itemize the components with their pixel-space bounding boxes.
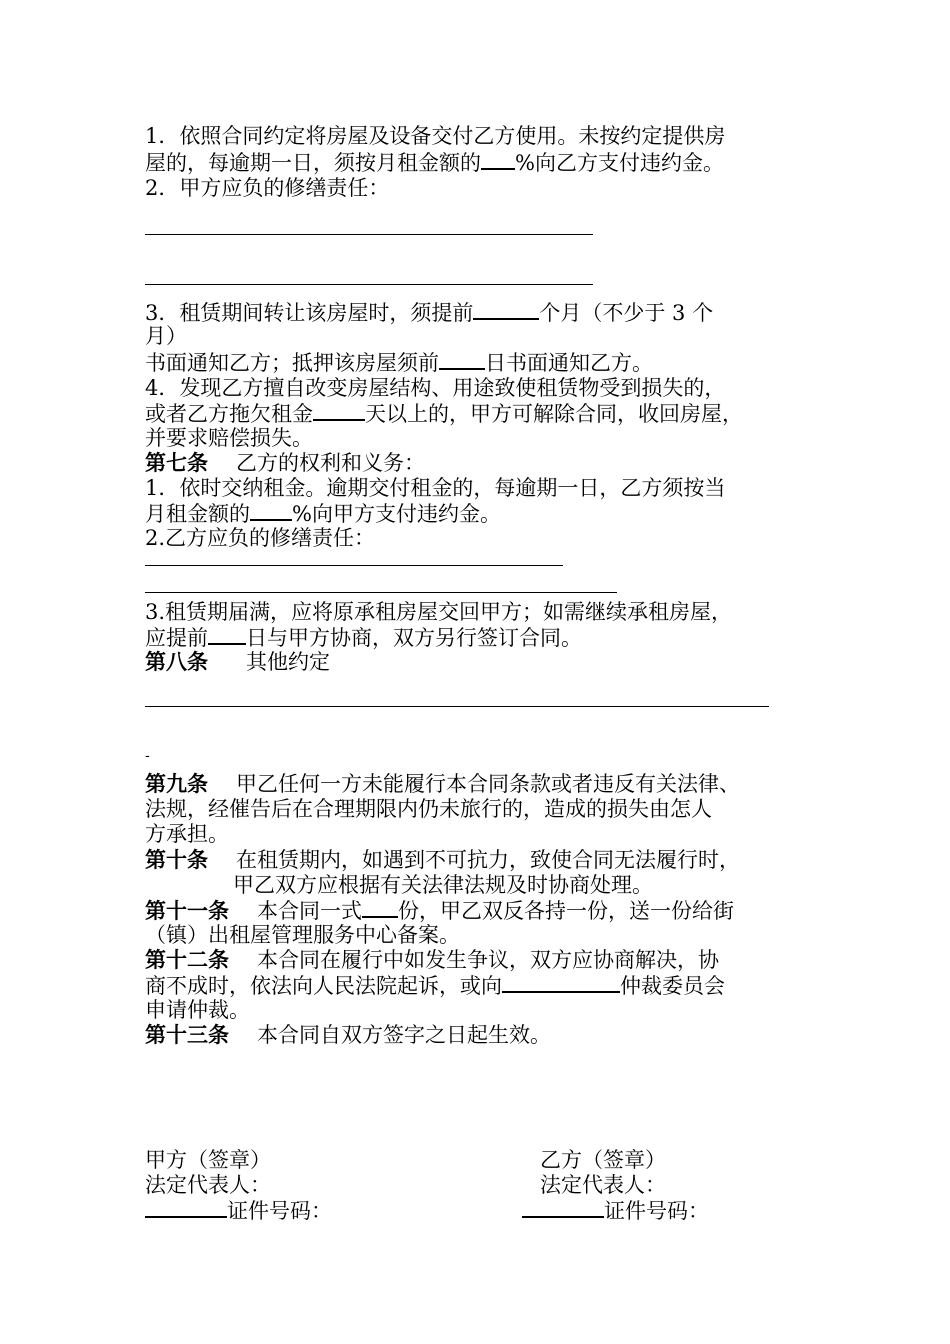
text-segment: %向甲方支付违约金。	[292, 502, 501, 526]
article-text: 乙方的权利和义务：	[236, 451, 425, 475]
text-segment: 或者乙方拖欠租金	[145, 402, 313, 426]
article-8	[145, 650, 330, 674]
fill-in-rule	[145, 234, 593, 235]
party-a-seal: 甲方（签章）	[145, 1148, 271, 1172]
text-segment: 应提前	[145, 626, 208, 650]
text-segment: 屋的，每逾期一日，须按月租金额的	[145, 151, 481, 175]
blank-percent	[250, 501, 292, 521]
article-10	[145, 848, 740, 872]
text-line: 2.乙方应负的修缮责任：	[145, 526, 376, 550]
text-segment: 本合同一式	[257, 899, 362, 923]
blank-signature	[522, 1198, 604, 1218]
blank-days	[313, 401, 365, 421]
article-heading: 第十一条	[145, 898, 229, 923]
article-text: 在租赁期内，如遇到不可抗力，致使合同无法履行时，	[236, 848, 740, 872]
text-line: 法规，经催告后在合理期限内仍未旅行的，造成的损失由怎人	[145, 797, 712, 821]
text-line: 4．发现乙方擅自改变房屋结构、用途致使租赁物受到损失的，	[145, 376, 726, 400]
id-label: 证件号码：	[227, 1199, 332, 1223]
article-heading: 第十二条	[145, 947, 229, 972]
article-text: 本合同在履行中如发生争议，双方应协商解决，协	[257, 948, 719, 972]
text-line	[145, 501, 501, 526]
article-13	[145, 1023, 551, 1047]
text-segment: 3．租赁期间转让该房屋时，须提前	[145, 301, 474, 325]
text-line	[145, 350, 653, 375]
text-line: 月）	[145, 324, 187, 348]
article-11	[145, 898, 734, 923]
text-line: 方承担。	[145, 822, 229, 846]
fill-in-rule	[145, 592, 617, 593]
blank-months	[473, 300, 539, 320]
blank-copies	[362, 898, 398, 918]
blank-percent	[481, 150, 515, 170]
text-line	[145, 150, 724, 175]
text-segment: 仲裁委员会	[620, 974, 725, 998]
stray-dash: -	[145, 748, 150, 764]
party-b-seal: 乙方（签章）	[540, 1148, 666, 1172]
text-line: 甲乙双方应根据有关法律法规及时协商处理。	[233, 873, 653, 897]
text-segment: 个月（不少于 3 个	[539, 301, 714, 325]
id-label: 证件号码：	[604, 1199, 709, 1223]
party-a-id	[145, 1198, 332, 1223]
blank-days	[208, 625, 246, 645]
article-heading: 第十条	[145, 847, 208, 872]
text-line: 3.租赁期届满，应将原承租房屋交回甲方；如需继续承租房屋，	[145, 600, 733, 624]
text-line: 并要求赔偿损失。	[145, 426, 313, 450]
text-line: 1．依时交纳租金。逾期交付租金的，每逾期一日，乙方须按当	[145, 476, 726, 500]
text-line	[145, 973, 725, 998]
article-12	[145, 948, 719, 972]
blank-days	[439, 350, 485, 370]
text-line: （镇）出租屋管理服务中心备案。	[145, 923, 460, 947]
article-text: 其他约定	[246, 650, 330, 674]
article-text: 本合同自双方签字之日起生效。	[257, 1023, 551, 1047]
text-line	[145, 625, 582, 650]
fill-in-rule	[145, 706, 769, 707]
blank-signature	[145, 1198, 227, 1218]
article-heading: 第八条	[145, 649, 208, 674]
article-9	[145, 772, 740, 796]
text-segment: 日书面通知乙方。	[485, 351, 653, 375]
fill-in-rule	[145, 284, 593, 285]
text-segment: 商不成时，依法向人民法院起诉，或向	[145, 974, 502, 998]
text-segment: 书面通知乙方；抵押该房屋须前	[145, 351, 439, 375]
blank-arbitration	[502, 973, 620, 993]
fill-in-rule	[145, 565, 563, 566]
text-line	[145, 401, 743, 426]
party-b-id	[522, 1198, 709, 1223]
text-line: 1．依照合同约定将房屋及设备交付乙方使用。未按约定提供房	[145, 124, 726, 148]
text-segment: %向乙方支付违约金。	[515, 151, 724, 175]
article-heading: 第十三条	[145, 1022, 229, 1047]
text-line: 2．甲方应负的修缮责任：	[145, 176, 390, 200]
text-segment: 天以上的，甲方可解除合同，收回房屋，	[365, 402, 743, 426]
article-text: 甲乙任何一方未能履行本合同条款或者违反有关法律、	[236, 772, 740, 796]
text-line: 申请仲裁。	[145, 998, 250, 1022]
article-heading: 第九条	[145, 771, 208, 796]
party-b-representative: 法定代表人：	[540, 1173, 666, 1197]
text-segment: 月租金额的	[145, 502, 250, 526]
text-line	[145, 300, 713, 325]
article-7	[145, 451, 425, 475]
party-a-representative: 法定代表人：	[145, 1173, 271, 1197]
article-heading: 第七条	[145, 450, 208, 475]
text-segment: 日与甲方协商，双方另行签订合同。	[246, 626, 582, 650]
text-segment: 份，甲乙双反各持一份，送一份给街	[398, 899, 734, 923]
